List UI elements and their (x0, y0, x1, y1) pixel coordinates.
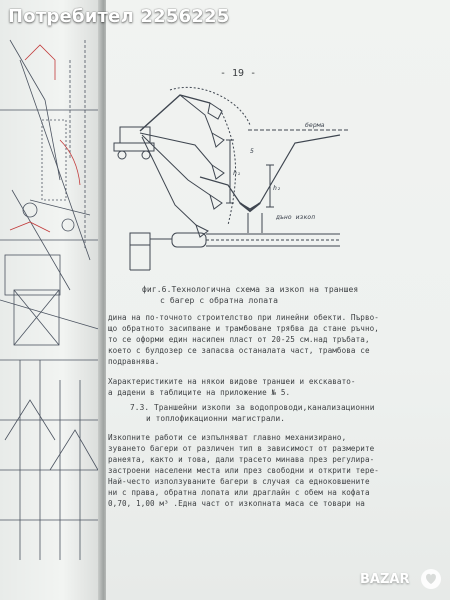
paragraph-line: зуването багери от различен тип в зависимост от размерите (108, 444, 375, 453)
label-trench-bottom: дъно изкоп (276, 213, 316, 221)
paragraph-2 (108, 376, 356, 398)
paragraph-line: Изкопните работи се изпълняват главно механизирано, (108, 433, 347, 442)
paragraph-line: 0,70, 1,00 м³ .Една част от изкопната маса се товари на (108, 499, 365, 508)
caption-line-1: фиг.6.Технологична схема за изкоп на траншея (142, 285, 359, 294)
paragraph-line: Най-често използуваните багери в случая са едноковшените (108, 477, 370, 486)
paragraph-line: ни с права, обратна лопата или драглайн с обем на кофата (108, 488, 370, 497)
excavator-trench-figure (100, 85, 350, 275)
paragraph-3 (108, 432, 379, 509)
paragraph-line: що обратното засипване и трамбоване трябва да стане ръчно, (108, 324, 379, 333)
paragraph-line: подравнява. (108, 357, 160, 366)
figure-caption (142, 284, 358, 306)
paragraph-line: то се оформи един насипен пласт от 20-25 см.над тръбата, (108, 335, 370, 344)
paragraph-1 (108, 312, 379, 367)
label-h2: h₂ (273, 184, 281, 192)
paragraph-line: Характеристиките на някои видове траншеи и екскавато- (108, 377, 356, 386)
paragraph-line: а дадени в таблиците на приложение № 5. (108, 388, 291, 397)
bazar-watermark: BAZAR (360, 572, 410, 587)
paragraph-line: дина на по-точното строителство при линейни обекти. Първо- (108, 313, 379, 322)
caption-line-2: с багер с обратна лопата (160, 296, 278, 305)
heading-line-2: и топлофикационни магистрали. (146, 414, 286, 423)
left-page-drawing (0, 0, 105, 600)
label-marker: 5 (250, 147, 254, 155)
label-h1: h₁ (233, 169, 241, 177)
left-page-schematic (0, 0, 105, 600)
page-number: - 19 - (220, 68, 257, 79)
section-heading (130, 402, 375, 424)
seller-banner: Потребител 2256225 (8, 6, 230, 27)
paragraph-line: ранеята, както и това, дали трасето минава през регулира- (108, 455, 375, 464)
paragraph-line: застроени населени места или през свободни и открити тере- (108, 466, 379, 475)
label-berma: берма (305, 121, 325, 129)
paragraph-line: което с булдозер се запасва останалата част, трамбова се (108, 346, 370, 355)
heading-line-1: 7.3. Траншейни изкопи за водопроводи,канализационни (130, 403, 375, 412)
bazar-heart-icon (420, 568, 442, 590)
